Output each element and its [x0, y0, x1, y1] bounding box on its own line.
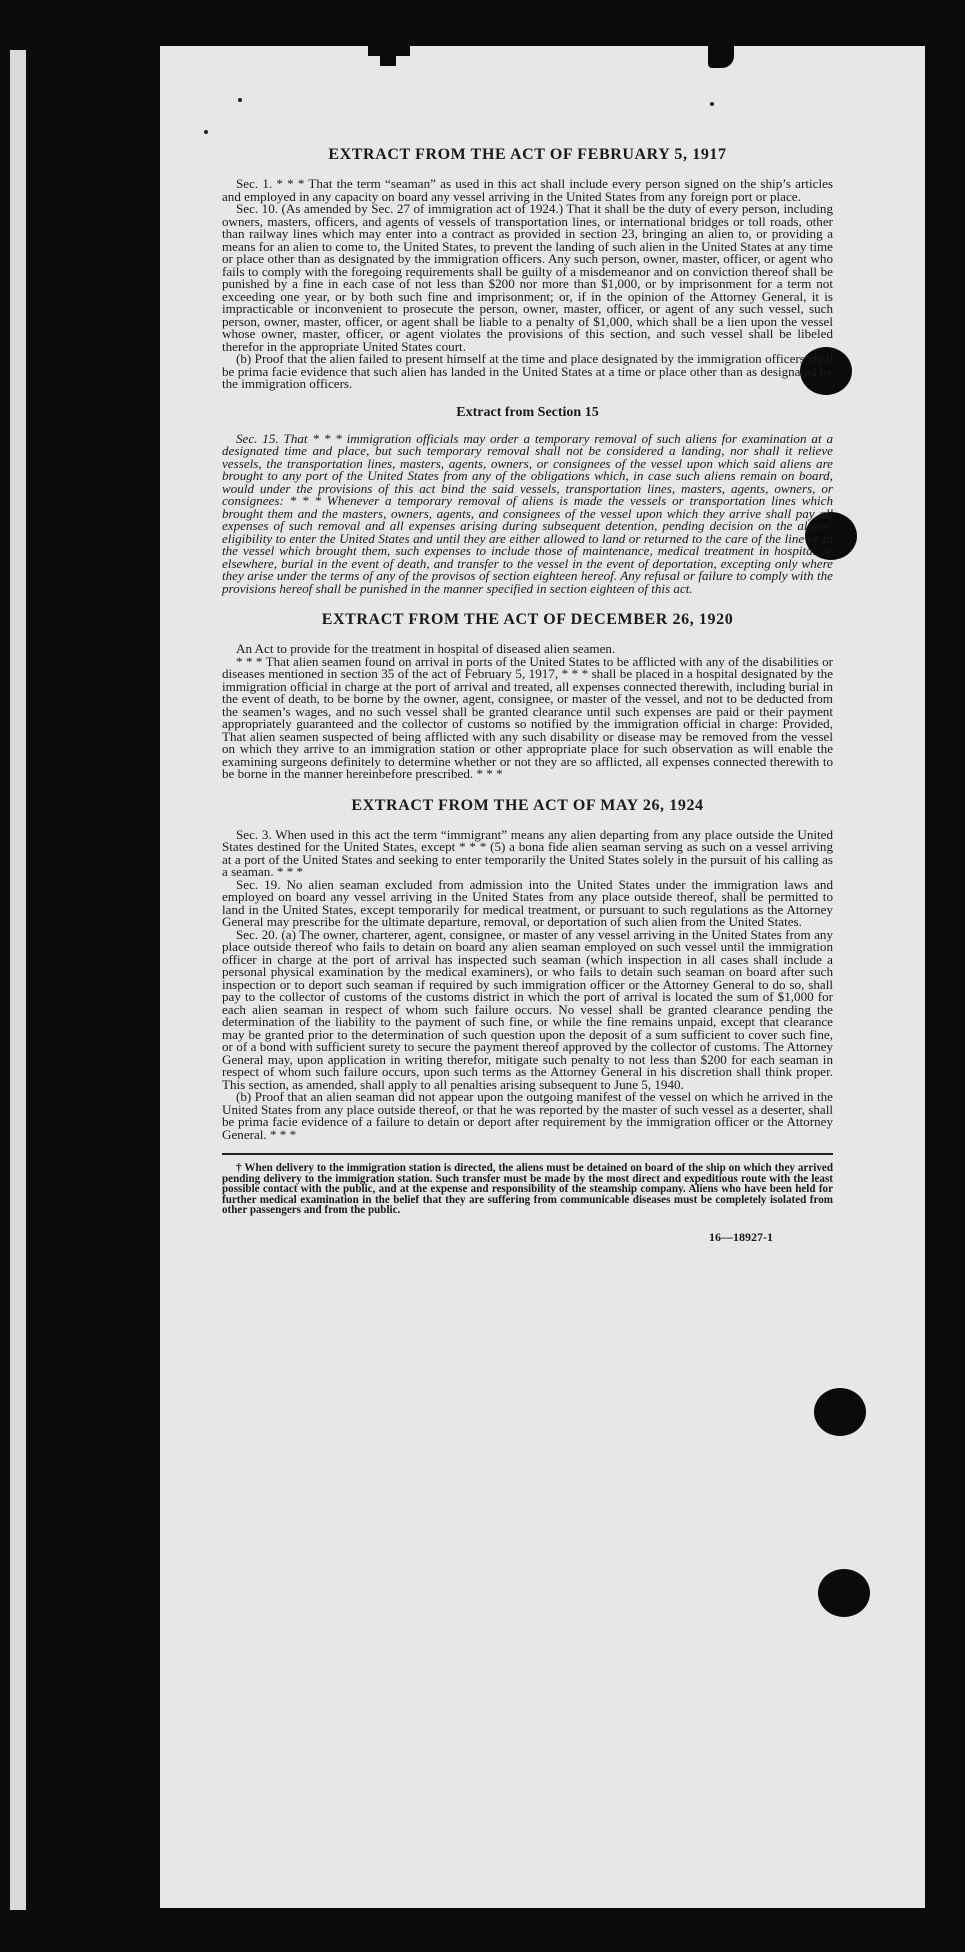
- heading-section-15: Extract from Section 15: [456, 404, 599, 420]
- act-1920-title: An Act to provide for the treatment in hospital of diseased alien seamen.: [236, 641, 616, 656]
- dust-speck: [204, 130, 208, 134]
- scanner-edge-strip: [10, 50, 26, 1910]
- document-text: [222, 146, 833, 1245]
- section-10-paragraph: Sec. 10. (As amended by Sec. 27 of immigration act of 1924.) That it shall be the duty of every person, including owners, masters, officers, and agents of vessels of transportation lines, or international bridges or toll roads, other than railway lines which may enter into a contract as provided in section 23, bringing an alien to, or providing a means for an alien to come to, the United States, to prevent the landing of such alien in the United States at any time or place other than as designated by the immigration officers. Any such person, owner, master, officer, or agent who fails to comply with the foregoing requirements shall be guilty of a misdemeanor and on conviction thereof shall be punished by a fine in each case of not less than $200 nor more than $1,000, or by imprisonment for a term not exceeding one year, or by both such fine and imprisonment; or, if in the opinion of the Attorney General, it is impracticable or inconvenient to prosecute the person, owner, master, officer, or agent of any such vessel, such person, owner, master, officer, or agent shall be liable to a penalty of $1,000, which shall be a lien upon the vessel whose owner, master, officer, or agent violates the provisions of this section, and such vessel shall be libeled therefor in the appropriate United States court.: [222, 201, 833, 354]
- dust-speck: [238, 98, 242, 102]
- heading-act-1917: EXTRACT FROM THE ACT OF FEBRUARY 5, 1917: [328, 146, 727, 163]
- section-19-paragraph: Sec. 19. No alien seaman excluded from admission into the United States under the immigration laws and employed on board any vessel arriving in the United States from any place outside thereof, shall be permitted to land in the United States, except temporarily for medical treatment, or pursuant to such regulations as the Attorney General may prescribe for the ultimate departure, removal, or deportation of such alien from the United States.: [222, 876, 833, 929]
- heading-act-1920: EXTRACT FROM THE ACT OF DECEMBER 26, 1920: [321, 611, 734, 628]
- document-page: [160, 46, 925, 1908]
- heading-act-1924: EXTRACT FROM THE ACT OF MAY 26, 1924: [351, 796, 704, 814]
- section-1-paragraph: Sec. 1. * * * That the term “seaman” as used in this act shall include every person signed on the ship’s articles and employed in any capacity on board any vessel arriving in the United States from any foreign port or place.: [222, 176, 833, 204]
- section-3-paragraph: Sec. 3. When used in this act the term “immigrant” means any alien departing from any place outside the United States destined for the United States, except * * * (5) a bona fide alien seaman serving as such on a vessel arriving at a port of the United States and seeking to enter temporarily the United States solely in the pursuit of his calling as a seaman. * * *: [222, 826, 833, 879]
- document-number: 16—18927-1: [709, 1229, 773, 1244]
- footnote-text: † When delivery to the immigration station is directed, the aliens must be detained on board of the ship on which they arrived pending delivery to the immigration station. Such transfer must be made by the most direct and expeditious route with the least possible contact with the public, and at the expense and responsibility of the steamship company. Aliens who have been held for further medical examination in the belief that they are suffering from communicable diseases must be completely isolated from other passengers and from the public.: [222, 1162, 833, 1217]
- footnote: [222, 1163, 833, 1216]
- act-1920-body: * * * That alien seamen found on arrival in ports of the United States to be afflicted with any of the disabilities or diseases mentioned in section 35 of the act of February 5, 1917, * * * shall be placed in a hospital designated by the immigration official in charge at the port of arrival and treated, all expenses connected therewith, including burial in the event of death, to be borne by the owner, agent, consignee, or master of the vessel, and not to be deducted from the seamen’s wages, and no such vessel shall be granted clearance until such expenses are paid or their payment appropriately guaranteed and the collector of customs so notified by the immigration official in charge: Provided, That alien seamen suspected of being afflicted with any such disability or disease may be removed from the vessel on which they arrive to an immigration station or other appropriate place for such observation as will enable the examining surgeons definitely to determine whether or not they are so afflicted, all expenses connected therewith to be borne in the manner hereinbefore prescribed. * * *: [222, 653, 833, 781]
- section-20a-paragraph: Sec. 20. (a) The owner, charterer, agent, consignee, or master of any vessel arriving in the United States from any place outside thereof who fails to detain on board any alien seaman employed on such vessel until the immigration officer in charge at the port of arrival has inspected such seaman (which inspection in all cases shall include a personal physical examination by the medical examiners), or who fails to detain such seaman on board after such inspection or to deport such seaman if required by such immigration officer or the Attorney General to do so, shall pay to the collector of customs of the customs district in which the port of arrival is located the sum of $1,000 for each alien seaman in respect of whom such failure occurs. No vessel shall be granted clearance pending the determination of the liability to the payment of such fine, or while the fine remains unpaid, except that clearance may be granted prior to the determination of such question upon the deposit of a sum sufficient to cover such fine, or of a bond with sufficient surety to secure the payment thereof approved by the collector of customs. The Attorney General may, upon application in writing therefor, mitigate such penalty to not less than $200 for each seaman in respect of whom such failure occurs, upon such terms as the Attorney General in his discretion shall think proper. This section, as amended, shall apply to all penalties arising subsequent to June 5, 1940.: [222, 926, 833, 1092]
- page-corner-tear: [708, 46, 734, 68]
- section-20b-paragraph: (b) Proof that an alien seaman did not appear upon the outgoing manifest of the vessel on which he arrived in the United States from any place outside thereof, or that he was reported by the master of such vessel as a deserter, shall be prima facie evidence of a failure to detain or deport after requirement by the immigration officer or the Attorney General. * * *: [222, 1089, 833, 1142]
- section-10b-paragraph: (b) Proof that the alien failed to present himself at the time and place designated by the immigration officers shall be prima facie evidence that such alien has landed in the United States at a time or place other than as designated by the immigration officers.: [222, 351, 833, 391]
- punch-hole: [814, 1388, 866, 1436]
- binder-clip-mark: [380, 54, 396, 66]
- section-15-paragraph: Sec. 15. That * * * immigration officials may order a temporary removal of such aliens for examination at a designated time and place, but such temporary removal shall not be considered a landing, nor shall it relieve vessels, the transportation lines, masters, agents, owners, or consignees of the vessel upon which said aliens are brought to any port of the United States from any of the obligations which, in case such aliens remain on board, would under the provisions of this act bind the said vessels, transportation lines, masters, agents, owners, or consignees: * * * Whenever a temporary removal of aliens is made the vessels or transportation lines which brought them and the masters, owners, agents, and consignees of the vessel upon which they arrive shall pay all expenses of such removal and all expenses arising during subsequent detention, pending decision on the aliens’ eligibility to enter the United States and until they are either allowed to land or returned to the care of the line or to the vessel which brought them, such expenses to include those of maintenance, medical treatment in hospital or elsewhere, burial in the event of death, and transfer to the vessel in the event of deportation, excepting only where they arise under the terms of any of the provisos of section eighteen hereof. Any refusal or failure to comply with the provisions hereof shall be punished in the manner specified in section eighteen of this act.: [222, 430, 833, 596]
- punch-hole: [818, 1569, 870, 1617]
- dust-speck: [710, 102, 714, 106]
- footnote-divider: [222, 1153, 833, 1155]
